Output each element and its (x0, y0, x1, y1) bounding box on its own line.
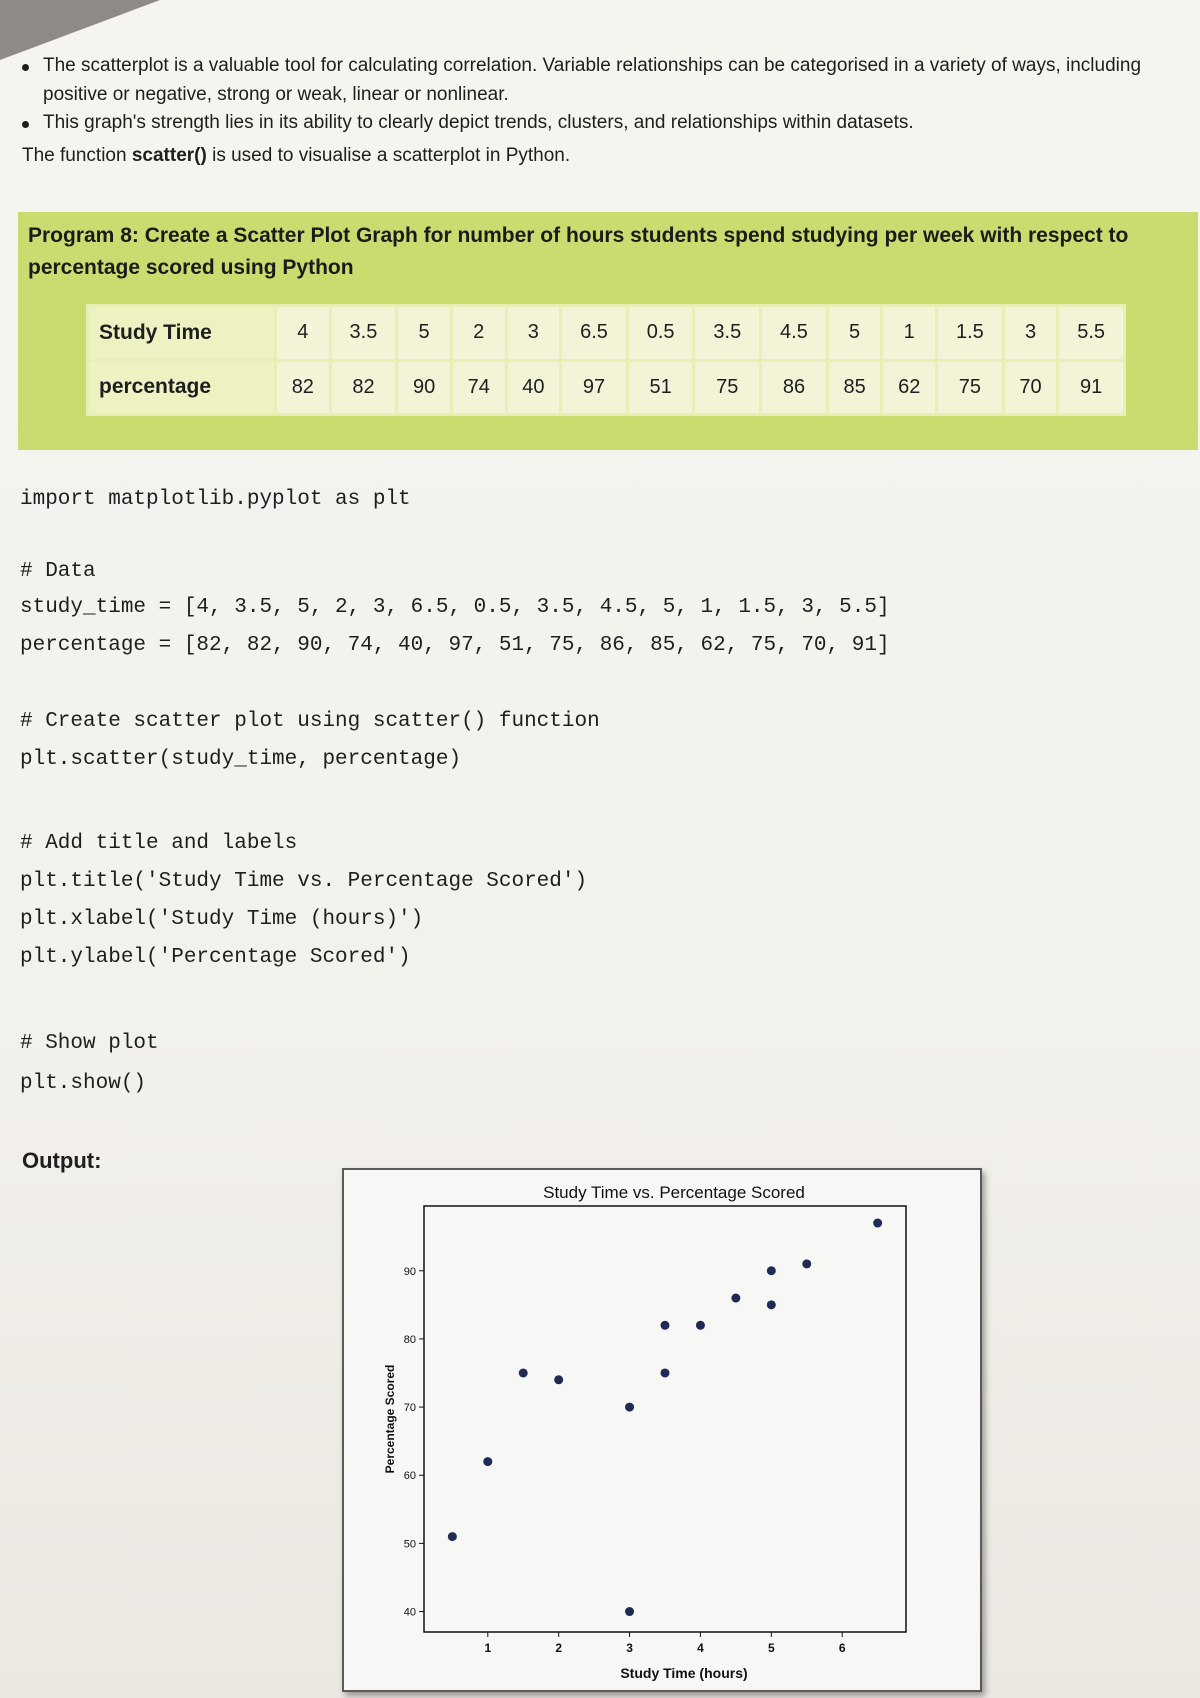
bullet-item (22, 109, 1172, 138)
scatter-point (873, 1219, 882, 1228)
table-cell: 74 (451, 360, 506, 415)
y-tick-label: 50 (403, 1538, 416, 1551)
code-comment: # Show plot (20, 1032, 159, 1055)
code-line: percentage = [82, 82, 90, 74, 40, 97, 51, 75, 86, 85, 62, 75, 70, 91] (20, 634, 890, 657)
scatter-point (767, 1300, 776, 1309)
table-cell: 82 (276, 360, 331, 415)
x-tick-label: 2 (555, 1641, 563, 1655)
table-cell: 40 (506, 360, 561, 415)
scatter-point (696, 1321, 705, 1330)
x-tick-label: 6 (838, 1641, 846, 1655)
scatter-point (802, 1259, 811, 1268)
scatter-point (625, 1403, 634, 1412)
table-cell: 4.5 (761, 306, 828, 361)
plot-area (424, 1206, 906, 1632)
function-prefix: The function (22, 144, 132, 166)
scatter-chart (344, 1170, 980, 1690)
table-cell: 62 (882, 360, 937, 415)
code-line: study_time = [4, 3.5, 5, 2, 3, 6.5, 0.5, 3.5, 4.5, 5, 1, 1.5, 3, 5.5] (20, 596, 890, 619)
table-cell: 82 (330, 360, 397, 415)
y-tick-label: 90 (403, 1265, 416, 1278)
table-cell: 70 (1003, 360, 1058, 415)
bullet-dot-icon (22, 64, 29, 71)
table-cell: 51 (627, 360, 694, 415)
table-cell: 1.5 (937, 306, 1004, 361)
table-cell: 2 (451, 306, 506, 361)
bullet-dot-icon (22, 121, 29, 128)
code-comment: # Add title and labels (20, 832, 298, 855)
x-axis-label: Study Time (hours) (620, 1665, 748, 1681)
x-tick-label: 3 (626, 1641, 633, 1655)
scatter-point (661, 1321, 670, 1330)
function-suffix: is used to visualise a scatterplot in Python. (206, 144, 571, 166)
table-cell: 90 (397, 360, 452, 415)
table-cell: 91 (1058, 360, 1125, 415)
code-line: plt.xlabel('Study Time (hours)') (20, 908, 424, 931)
intro-text (22, 52, 1172, 170)
y-tick-label: 70 (403, 1402, 416, 1415)
table-cell: 3.5 (330, 306, 397, 361)
output-label: Output: (22, 1148, 102, 1173)
bullet-text: This graph's strength lies in its ability to clearly depict trends, clusters, and relationships within datasets. (43, 112, 914, 133)
chart-title: Study Time vs. Percentage Scored (543, 1183, 805, 1202)
data-table (86, 304, 1126, 416)
bullet-item (22, 52, 1172, 109)
x-tick-label: 1 (484, 1641, 492, 1655)
table-cell: 0.5 (627, 306, 694, 361)
table-cell: 75 (937, 360, 1004, 415)
table-cell: 97 (561, 360, 628, 415)
code-line: plt.show() (20, 1072, 147, 1095)
function-name: scatter() (131, 144, 207, 166)
table-cell: 1 (882, 306, 937, 361)
table-cell: 3 (506, 306, 561, 361)
scatter-point (448, 1532, 457, 1541)
y-tick-label: 80 (403, 1333, 416, 1346)
table-row (88, 360, 1125, 415)
program-box (18, 212, 1198, 450)
code-line: plt.ylabel('Percentage Scored') (20, 946, 411, 969)
table-cell: 6.5 (561, 306, 628, 361)
page-corner-shadow (0, 0, 160, 60)
table-cell: 5.5 (1058, 306, 1125, 361)
code-comment: # Create scatter plot using scatter() function (20, 710, 600, 733)
code-line: import matplotlib.pyplot as plt (20, 488, 411, 511)
scatter-point (483, 1457, 492, 1466)
table-cell: 85 (827, 360, 882, 415)
scatter-point (519, 1368, 528, 1377)
y-axis (404, 1266, 424, 1619)
scatter-point (661, 1368, 670, 1377)
scatter-point (554, 1375, 563, 1384)
scatter-points (448, 1219, 882, 1617)
x-axis (484, 1632, 845, 1655)
x-tick-label: 5 (767, 1641, 775, 1655)
table-cell: 5 (827, 306, 882, 361)
code-line: plt.scatter(study_time, percentage) (20, 748, 462, 771)
y-axis-label: Percentage Scored (383, 1364, 397, 1474)
scatter-point (731, 1294, 740, 1303)
table-cell: 5 (397, 306, 452, 361)
row-header: percentage (88, 360, 276, 415)
y-tick-label: 40 (403, 1606, 416, 1619)
table-cell: 4 (276, 306, 331, 361)
y-tick-label: 60 (403, 1470, 416, 1483)
table-row (88, 306, 1125, 361)
row-header: Study Time (88, 306, 276, 361)
scatter-point (767, 1266, 776, 1275)
table-cell: 3 (1003, 306, 1058, 361)
table-cell: 3.5 (694, 306, 761, 361)
scatter-figure (342, 1168, 982, 1692)
code-line: plt.title('Study Time vs. Percentage Scored') (20, 870, 588, 893)
table-cell: 75 (694, 360, 761, 415)
function-sentence (22, 142, 1172, 171)
code-comment: # Data (20, 560, 96, 583)
x-tick-label: 4 (697, 1641, 704, 1655)
bullet-text: The scatterplot is a valuable tool for calculating correlation. Variable relationships can be categorised in a variety of ways, including positive or negative, strong or weak, linear or nonlinear. (43, 55, 1142, 105)
table-cell: 86 (761, 360, 828, 415)
scatter-point (625, 1607, 634, 1616)
program-heading: Program 8: Create a Scatter Plot Graph for number of hours students spend studying per week with respect to percentage scored using Python (28, 224, 1129, 279)
